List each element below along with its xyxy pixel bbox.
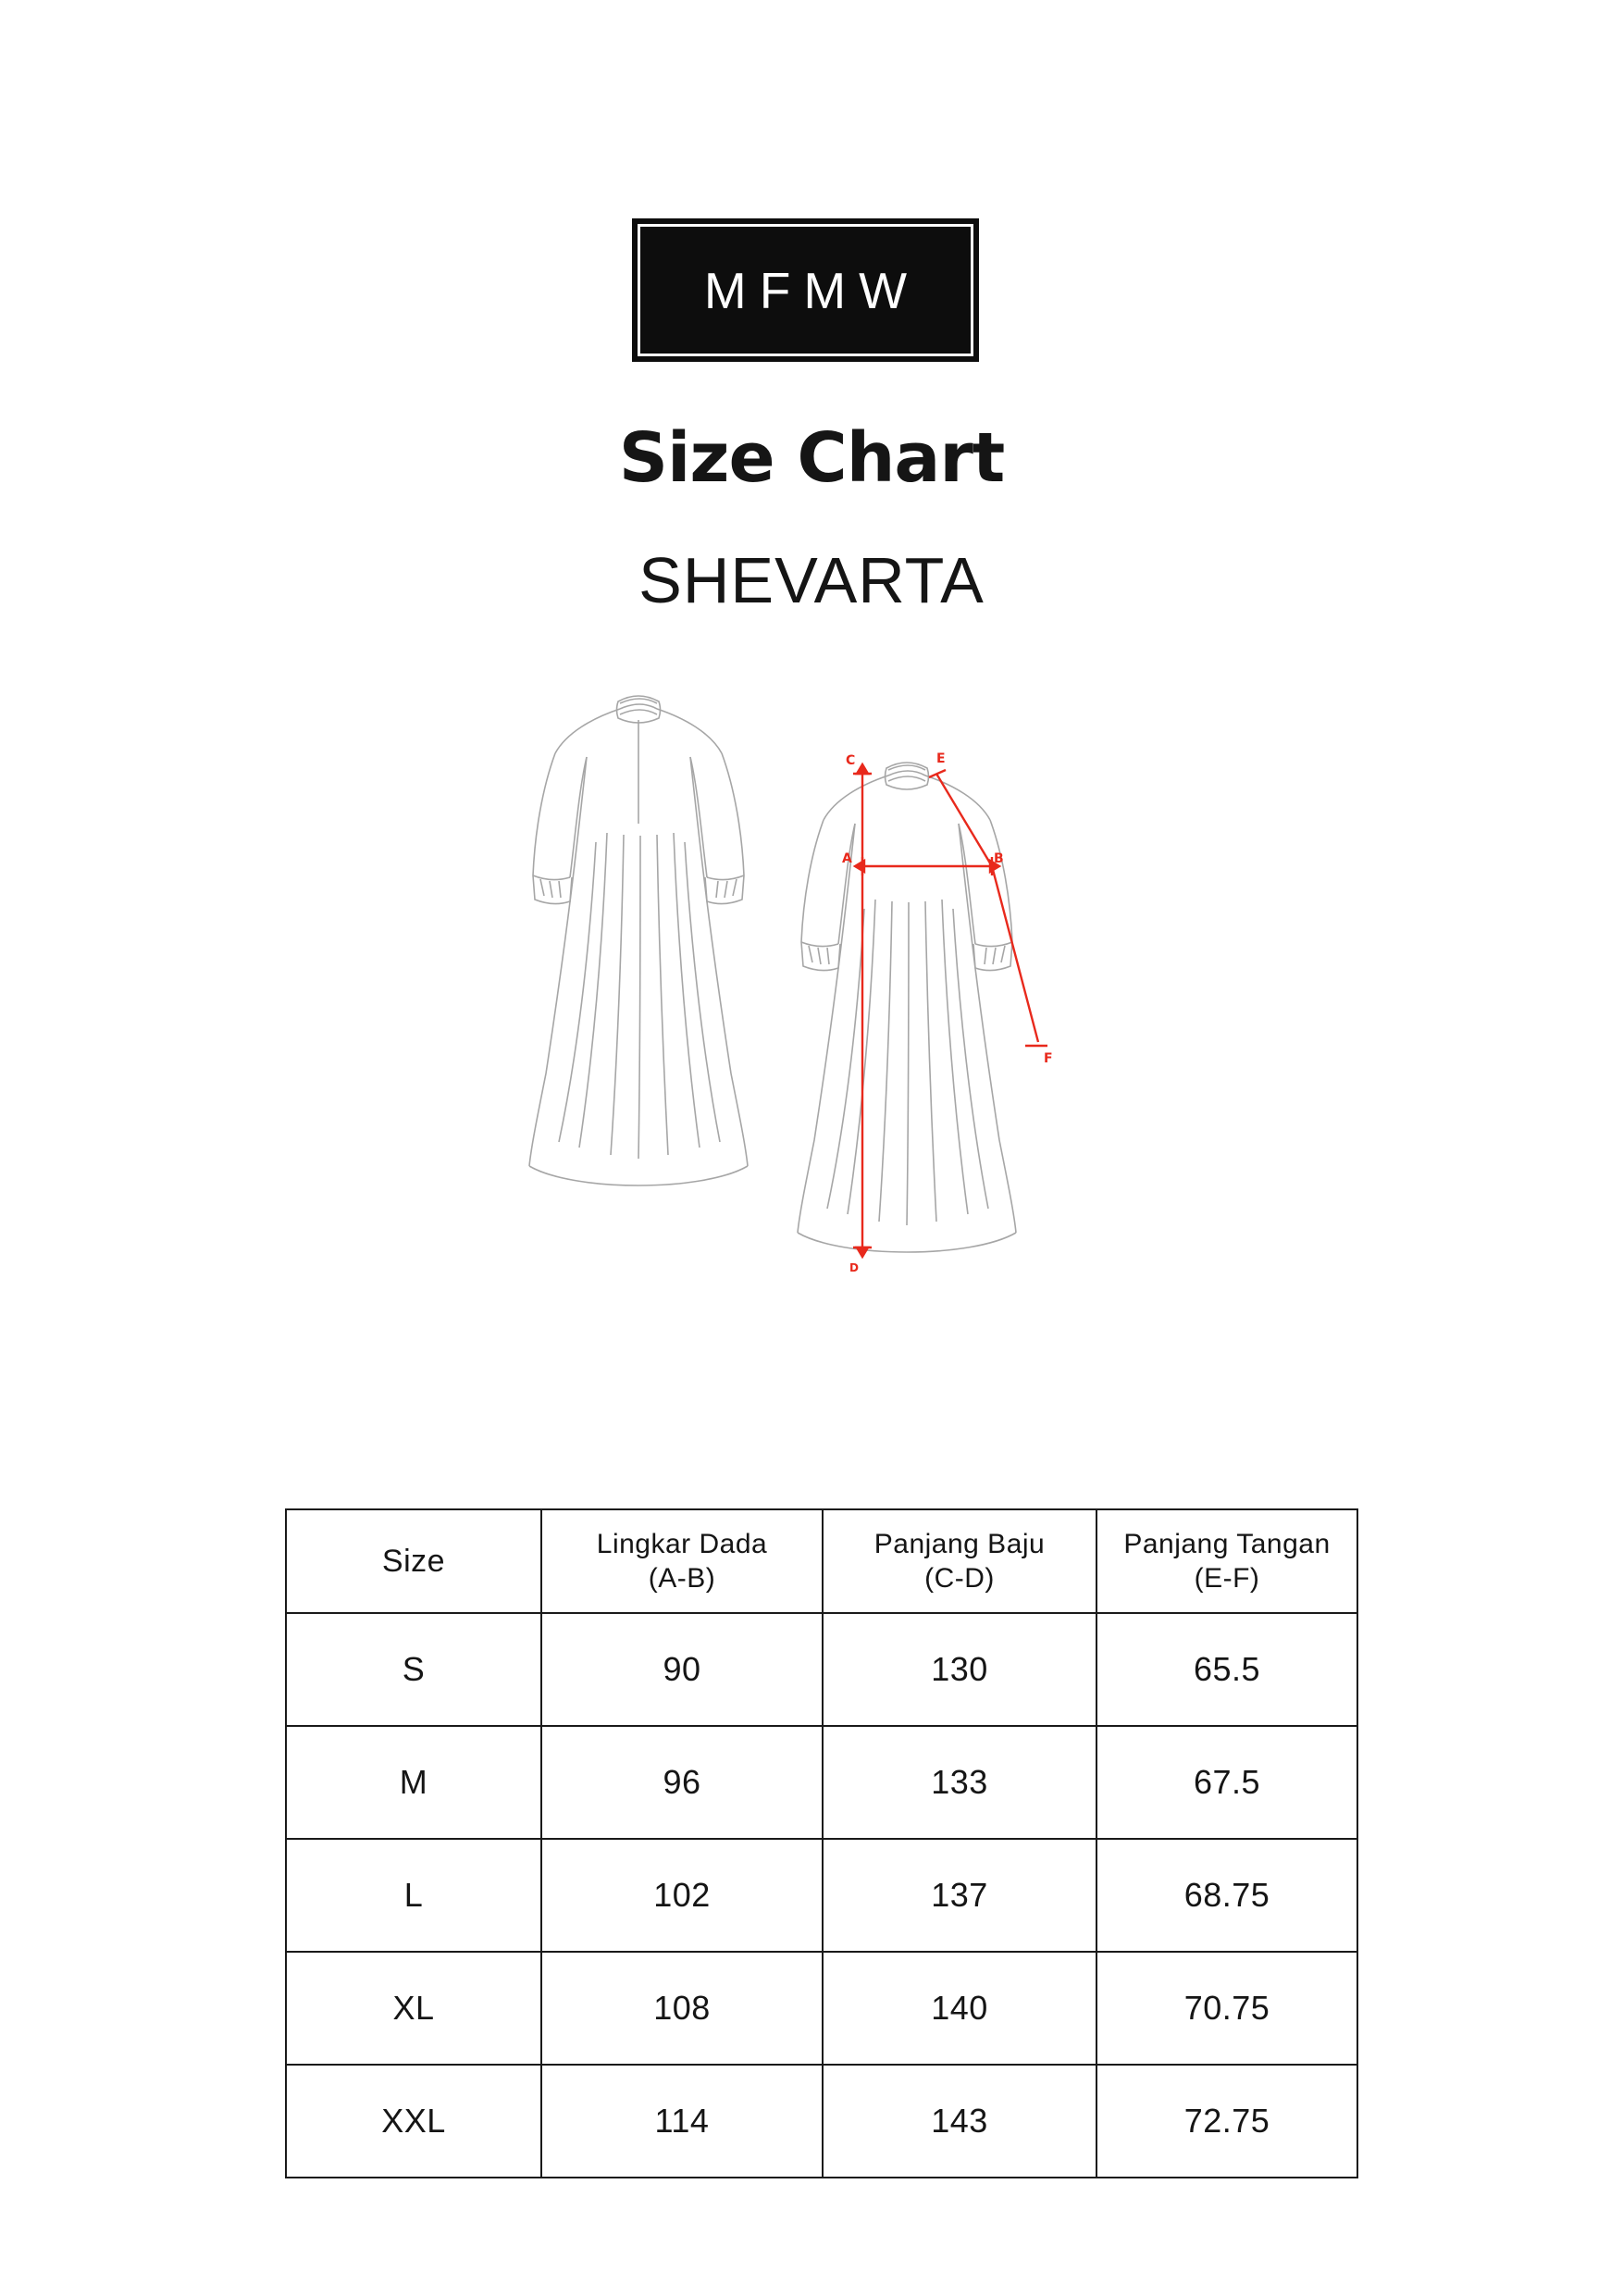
size-table-body (286, 1613, 1357, 2178)
label-c: C (846, 753, 856, 768)
header-sleeve-line2: (E-F) (1194, 1563, 1260, 1594)
page-title: Size Chart (618, 418, 1005, 498)
cell-size: L (286, 1839, 541, 1952)
header-chest-line1: Lingkar Dada (596, 1528, 768, 1559)
dress-back-view (529, 696, 748, 1185)
brand-logo-text: MFMW (703, 261, 921, 319)
garment-illustration (518, 685, 1166, 1388)
table-header-row (286, 1509, 1357, 1613)
label-d: D (849, 1261, 859, 1274)
cell-chest: 96 (541, 1726, 823, 1839)
cell-sleeve: 65.5 (1096, 1613, 1357, 1726)
size-table-container (285, 1508, 1342, 2178)
header-chest-line2: (A-B) (648, 1563, 716, 1594)
header-sleeve-line1: Panjang Tangan (1123, 1528, 1331, 1559)
label-b: B (994, 851, 1004, 866)
cell-length: 130 (823, 1613, 1096, 1726)
table-row (286, 1839, 1357, 1952)
measurement-lines (853, 764, 1047, 1257)
cell-chest: 102 (541, 1839, 823, 1952)
cell-sleeve: 72.75 (1096, 2065, 1357, 2178)
label-a: A (842, 851, 852, 866)
dress-front-view (798, 763, 1016, 1252)
cell-chest: 114 (541, 2065, 823, 2178)
table-row (286, 2065, 1357, 2178)
header-size-label: Size (381, 1543, 446, 1579)
cell-chest: 108 (541, 1952, 823, 2065)
brand-logo (632, 218, 979, 362)
header-length-line1: Panjang Baju (873, 1528, 1046, 1559)
table-row (286, 1613, 1357, 1726)
cell-size: M (286, 1726, 541, 1839)
cell-size: XXL (286, 2065, 541, 2178)
cell-length: 140 (823, 1952, 1096, 2065)
product-name: SHEVARTA (638, 544, 985, 616)
cell-sleeve: 70.75 (1096, 1952, 1357, 2065)
table-row (286, 1952, 1357, 2065)
cell-size: XL (286, 1952, 541, 2065)
cell-chest: 90 (541, 1613, 823, 1726)
cell-length: 137 (823, 1839, 1096, 1952)
cell-sleeve: 67.5 (1096, 1726, 1357, 1839)
cell-length: 133 (823, 1726, 1096, 1839)
header-sleeve (1096, 1509, 1357, 1613)
cell-sleeve: 68.75 (1096, 1839, 1357, 1952)
table-row (286, 1726, 1357, 1839)
brand-logo-frame (638, 224, 973, 356)
cell-size: S (286, 1613, 541, 1726)
header-chest (541, 1509, 823, 1613)
cell-length: 143 (823, 2065, 1096, 2178)
size-table (285, 1508, 1358, 2178)
header-size (286, 1509, 541, 1613)
header-length-line2: (C-D) (924, 1563, 995, 1594)
size-table-head (286, 1509, 1357, 1613)
label-e: E (936, 751, 946, 766)
header-length (823, 1509, 1096, 1613)
label-f: F (1044, 1051, 1053, 1066)
